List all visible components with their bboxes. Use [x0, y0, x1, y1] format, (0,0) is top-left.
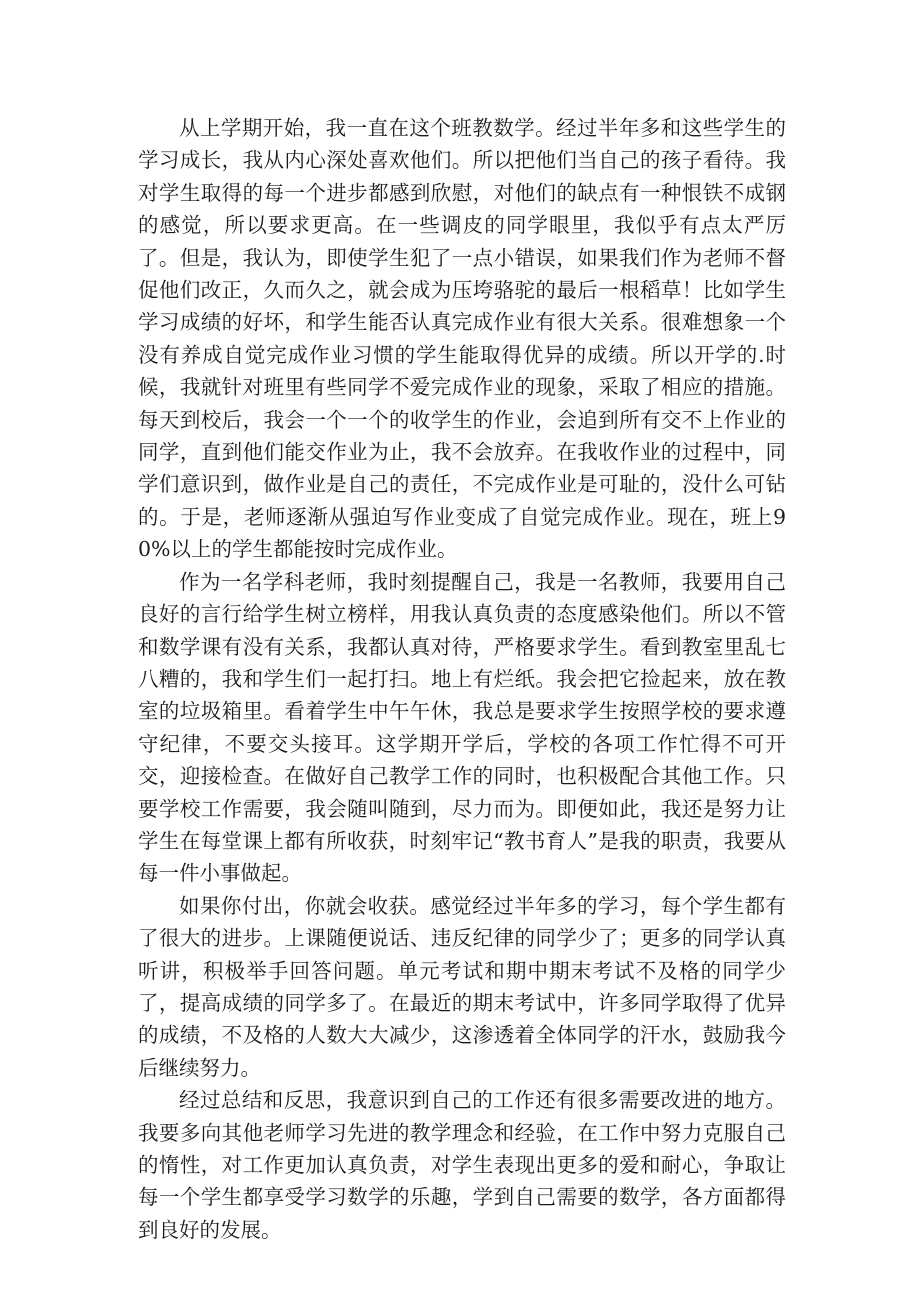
paragraph-1: 从上学期开始，我一直在这个班教数学。经过半年多和这些学生的学习成长，我从内心深处喜欢他们。所以把他们当自己的孩子看待。我对学生取得的每一个进步都感到欣慰，对他们的缺点有一种恨铁不成钢的感觉，所以要求更高。在一些调皮的同学眼里，我似乎有点太严厉了。但是，我认为，即使学生犯了一点小错误，如果我们作为老师不督促他们改正，久而久之，就会成为压垮骆驼的最后一根稻草！比如学生学习成绩的好坏，和学生能否认真完成作业有很大关系。很难想象一个没有养成自觉完成作业习惯的学生能取得优异的成绩。所以开学的.时候，我就针对班里有些同学不爱完成作业的现象，采取了相应的措施。每天到校后，我会一个一个的收学生的作业，会追到所有交不上作业的同学，直到他们能交作业为止，我不会放弃。在我收作业的过程中，同学们意识到，做作业是自己的责任，不完成作业是可耻的，没什么可钻的。于是，老师逐渐从强迫写作业变成了自觉完成作业。现在，班上90%以上的学生都能按时完成作业。 [138, 116, 786, 562]
paragraph-2: 作为一名学科老师，我时刻提醒自己，我是一名教师，我要用自己良好的言行给学生树立榜样，用我认真负责的态度感染他们。所以不管和数学课有没有关系，我都认真对待，严格要求学生。看到教室里乱七八糟的，我和学生们一起打扫。地上有烂纸。我会把它捡起来，放在教室的垃圾箱里。看着学生中午午休，我总是要求学生按照学校的要求遵守纪律，不要交头接耳。这学期开学后，学校的各项工作忙得不可开交，迎接检查。在做好自己教学工作的同时，也积极配合其他工作。只要学校工作需要，我会随叫随到，尽力而为。即便如此，我还是努力让学生在每堂课上都有所收获，时刻牢记“教书育人”是我的职责，我要从每一件小事做起。 [138, 569, 786, 886]
document-body [138, 112, 786, 1246]
paragraph-3: 如果你付出，你就会收获。感觉经过半年多的学习，每个学生都有了很大的进步。上课随便说话、违反纪律的同学少了；更多的同学认真听讲，积极举手回答问题。单元考试和期中期末考试不及格的同学少了，提高成绩的同学多了。在最近的期末考试中，许多同学取得了优异的成绩，不及格的人数大大减少，这渗透着全体同学的汗水，鼓励我今后继续努力。 [138, 893, 786, 1080]
paragraph-4: 经过总结和反思，我意识到自己的工作还有很多需要改进的地方。我要多向其他老师学习先进的教学理念和经验，在工作中努力克服自己的惰性，对工作更加认真负责，对学生表现出更多的爱和耐心，争取让每一个学生都享受学习数学的乐趣，学到自己需要的数学，各方面都得到良好的发展。 [138, 1088, 786, 1242]
